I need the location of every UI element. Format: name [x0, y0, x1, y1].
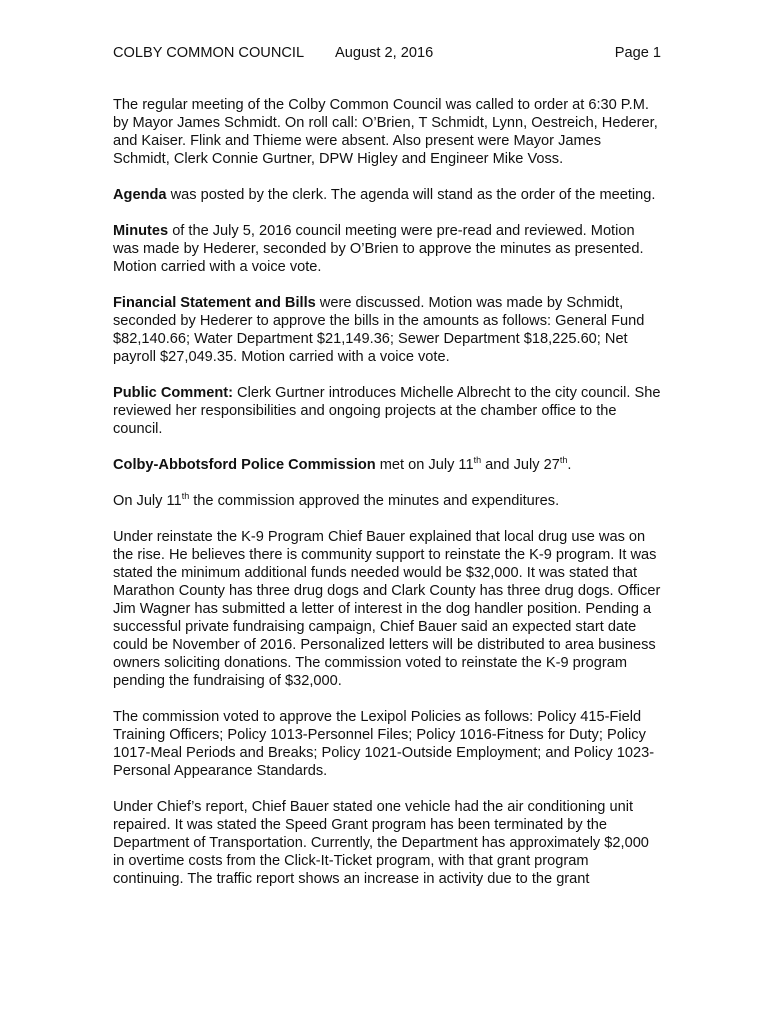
july11-paragraph [113, 492, 661, 510]
document-page [113, 44, 661, 906]
police-text-a: met on July 11 [375, 457, 474, 473]
police-text-b: and July 27 [481, 457, 560, 473]
lexipol-paragraph: The commission voted to approve the Lexipol Policies as follows: Policy 415-Field Training Officers; Policy 1013-Personnel Files; Policy 1016-Fitness for Duty; Policy 1017-Meal Periods and Breaks; Policy 1021-Outside Employment; and Policy 1023-Personal Appearance Standards. [113, 709, 655, 779]
opening-paragraph: The regular meeting of the Colby Common Council was called to order at 6:30 P.M. by Mayor James Schmidt. On roll call: O’Brien, T Schmidt, Lynn, Oestreich, Hederer, and Kaiser. Flink and Thieme were absent. Also present were Mayor James Schmidt, Clerk Connie Gurtner, DPW Higley and Engineer Mike Voss. [113, 97, 658, 167]
july11-sup: th [181, 491, 190, 502]
minutes-paragraph [113, 222, 661, 276]
minutes-heading: Minutes [113, 223, 169, 239]
header-organization: COLBY COMMON COUNCIL [113, 45, 305, 61]
agenda-heading: Agenda [113, 187, 167, 203]
page-header [113, 44, 661, 64]
police-text-c: . [567, 457, 572, 473]
public-comment-heading: Public Comment: [113, 385, 233, 401]
police-sup-b: th [559, 455, 568, 466]
police-commission-heading: Colby-Abbotsford Police Commission [113, 457, 376, 473]
agenda-text: was posted by the clerk. The agenda will stand as the order of the meeting. [166, 187, 656, 203]
july11-text-a: On July 11 [113, 493, 182, 509]
july11-text-b: the commission approved the minutes and expenditures. [189, 493, 560, 509]
header-date: August 2, 2016 [335, 45, 434, 61]
minutes-text: of the July 5, 2016 council meeting were pre-read and reviewed. Motion was made by Hederer, seconded by O’Brien to approve the minutes as presented. Motion carried with a voice vote. [113, 223, 644, 275]
agenda-paragraph [113, 186, 661, 204]
header-page-number: Page 1 [614, 45, 661, 61]
financial-heading: Financial Statement and Bills [113, 295, 316, 311]
police-sup-a: th [473, 455, 482, 466]
financial-paragraph [113, 294, 661, 366]
public-comment-paragraph [113, 384, 661, 438]
police-commission-paragraph [113, 456, 661, 474]
chief-report-paragraph: Under Chief’s report, Chief Bauer stated one vehicle had the air conditioning unit repaired. It was stated the Speed Grant program has been terminated by the Department of Transportation. Currently, the Department has approximately $2,000 in overtime costs from the Click-It-Ticket program, with that grant program continuing. The traffic report shows an increase in activity due to the grant [113, 799, 649, 887]
financial-text: were discussed. Motion was made by Schmidt, seconded by Hederer to approve the bills in the amounts as follows: General Fund $82,140.66; Water Department $21,149.36; Sewer Department $18,225.60; Net payroll $27,049.35. Motion carried with a voice vote. [113, 295, 645, 365]
public-comment-text: Clerk Gurtner introduces Michelle Albrecht to the city council. She reviewed her responsibilities and ongoing projects at the chamber office to the council. [113, 385, 661, 437]
k9-paragraph: Under reinstate the K-9 Program Chief Bauer explained that local drug use was on the rise. He believes there is community support to reinstate the K-9 program. It was stated the minimum additional funds needed would be $32,000. It was stated that Marathon County has three drug dogs and Clark County has three drug dogs. Officer Jim Wagner has submitted a letter of interest in the dog handler position. Pending a successful private fundraising campaign, Chief Bauer said an expected start date could be November of 2016. Personalized letters will be distributed to area business owners soliciting donations. The commission voted to reinstate the K-9 program pending the fundraising of $32,000. [113, 529, 661, 689]
